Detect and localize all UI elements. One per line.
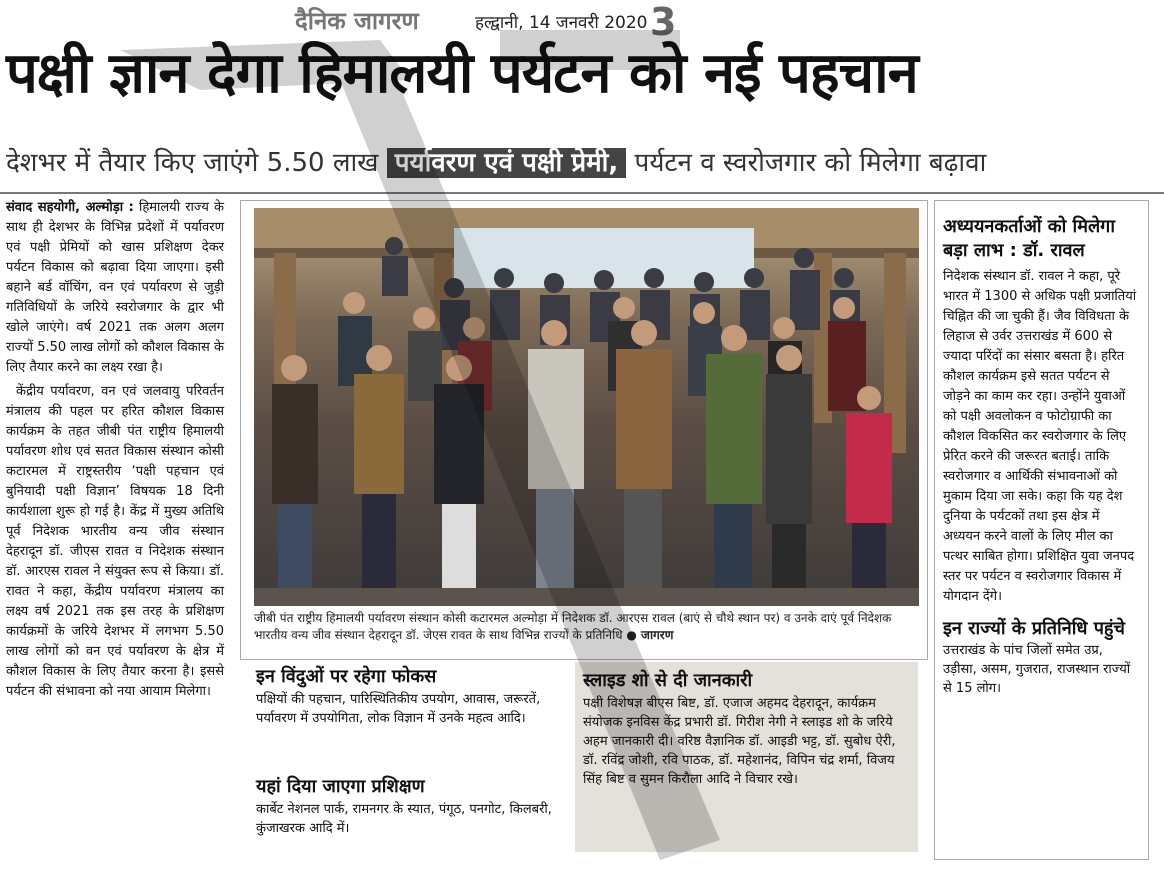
newspaper-name: दैनिक जागरण <box>295 6 419 35</box>
page-number: 3 <box>650 0 677 44</box>
article-paragraph: केंद्रीय पर्यावरण, वन एवं जलवायु परिवर्तन मंत्रालय की पहल पर हरित कौशल विकास कार्यक्रम के तहत जीबी पंत राष्ट्रीय हिमालयी पर्यावरण शोध एवं सतत विकास संस्थान कोसी कटारमल में राष्ट्रस्तरीय ‘पक्षी पहचान एवं बुनियादी पक्षी विज्ञान’ विषयक 18 दिनी कार्यशाला शुरू हो गई है। केंद्र में मुख्य अतिथि पूर्व निदेशक भारतीय वन्य जीव संस्थान देहरादून डॉ. जीएस रावत व निदेशक संस्थान डॉ. आरएस रावल ने संयुक्त रूप से किया। डॉ. रावत ने कहा, केंद्रीय पर्यावरण मंत्रालय का लक्ष्य वर्ष 2021 तक इस तरह के प्रशिक्षण कार्यक्रमों के जरिये देशभर में लगभग 5.50 लाख लोगों को वन एवं पर्यावरण के क्षेत्र में कौशल विकास के लिए तैयार करना है। इससे पर्यटन की संभावना को नया आयाम मिलेगा। <box>6 384 224 699</box>
left-article-column <box>6 198 224 706</box>
focus-body: पक्षियों की पहचान, पारिस्थितिकीय उपयोग, आवास, जरूरतें, पर्यावरण में उपयोगिता, लोक विज्ञान में उनके महत्व आदि। <box>256 692 541 726</box>
article-paragraph <box>6 198 224 378</box>
sidebar-title: अध्ययनकर्ताओं को मिलेगा बड़ा लाभ : डॉ. रावल <box>943 216 1115 261</box>
photo-credit: ● जागरण <box>626 628 674 642</box>
training-body: कार्बेट नेशनल पार्क, रामनगर के स्यात, पंगूठ, पनगोट, किलबरी, कुंजाखरक आदि में। <box>256 802 552 836</box>
states-body: उत्तराखंड के पांच जिलों समेत उप्र, उड़ीसा, असम, गुजरात, राजस्थान राज्यों से 15 लोग। <box>943 643 1131 696</box>
paragraph-text: हिमालयी राज्य के साथ ही देशभर के विभिन्न प्रदेशों में पर्यावरण एवं पक्षी प्रेमियों को खास प्रशिक्षण देकर पर्यटन विकास को बढ़ावा दिया जाएगा। इसी बहाने बर्ड वॉचिंग, वन एवं पर्यावरण से जुड़ी गतिविधियों के जरिये स्वरोजगार के द्वार भी खोले जाएंगे। वर्ष 2021 तक अलग अलग राज्यों 5.50 लाख लोगों को कौशल विकास के लिए तैयार करने का लक्ष्य रखा है। <box>6 200 224 375</box>
subheadline <box>6 140 986 186</box>
focus-title: इन विंदुओं पर रहेगा फोकस <box>256 666 437 687</box>
sidebar-body: निदेशक संस्थान डॉ. रावल ने कहा, पूरे भारत में 1300 से अधिक पक्षी प्रजातियां चिह्नित की जा चुकी हैं। जैव विविधता के लिहाज से उर्वर उत्तराखंड में 600 से ज्यादा परिंदों का संसार बसता है। हरित कौशल कार्यक्रम इसे सतत पर्यटन से जोड़ने का काम कर रहा। उन्होंने युवाओं को पक्षी अवलोकन व फोटोग्राफी का कौशल विकसित कर स्वरोजगार के लिए प्रेरित करने की जरूरत बताई। ताकि स्वरोजगार व आर्थिकी संभावनाओं को मुकाम दिया जा सके। कहा कि यह देश दुनिया के पर्यटकों तथा इस क्षेत्र में अध्ययन करने वालों के लिए मील का पत्थर साबित होगा। प्रशिक्षित युवा जनपद स्तर पर पर्यटन व स्वरोजगार विकास में योगदान देंगे। <box>943 269 1137 604</box>
dateline: संवाद सहयोगी, अल्मोड़ा : <box>6 200 134 215</box>
edition-date: हल्द्वानी, 14 जनवरी 2020 <box>475 13 648 33</box>
group-photo-illustration <box>254 208 919 606</box>
group-photo <box>254 208 919 606</box>
right-sidebar <box>934 200 1149 860</box>
slideshow-body: पक्षी विशेषज्ञ बीएस बिष्ट, डॉ. एजाज अहमद देहरादून, कार्यक्रम संयोजक इनविस केंद्र प्रभारी डॉ. गिरीश नेगी ने स्लाइड शो के जरिये अहम जानकारी दी। वरिष्ठ वैज्ञानिक डॉ. आइडी भट्ट, डॉ. सुबोध ऐरी, डॉ. रविंद्र जोशी, रवि पाठक, डॉ. महेशानंद, विपिन चंद्र शर्मा, विजय सिंह बिष्ट व सुमन किरौला आदि ने विचार रखे। <box>583 696 896 787</box>
slideshow-box <box>575 662 918 852</box>
states-box <box>943 617 1140 698</box>
training-title: यहां दिया जाएगा प्रशिक्षण <box>256 776 425 797</box>
subhead-tail: पर्यटन व स्वरोजगार को मिलेगा बढ़ावा <box>626 148 987 178</box>
focus-points-box <box>256 664 556 728</box>
training-locations-box <box>256 774 556 838</box>
photo-caption <box>254 610 922 644</box>
slideshow-title: स्लाइड शो से दी जानकारी <box>583 670 753 691</box>
subhead-highlight: पर्यावरण एवं पक्षी प्रेमी, <box>387 148 627 178</box>
states-title: इन राज्यों के प्रतिनिधि पहुंचे <box>943 618 1125 639</box>
caption-text: जीबी पंत राष्ट्रीय हिमालयी पर्यावरण संस्थान कोसी कटारमल अल्मोड़ा में निदेशक डॉ. आरएस रावल (बाएं से चौथे स्थान पर) व उनके दाएं पूर्व निदेशक भारतीय वन्य जीव संस्थान देहरादून डॉ. जेएस रावत के साथ विभिन्न राज्यों के प्रतिनिधि <box>254 611 892 642</box>
divider <box>0 192 1164 194</box>
subhead-lead: देशभर में तैयार किए जाएंगे 5.50 लाख <box>6 148 379 178</box>
headline: पक्षी ज्ञान देगा हिमालयी पर्यटन को नई पहचान <box>6 41 918 106</box>
